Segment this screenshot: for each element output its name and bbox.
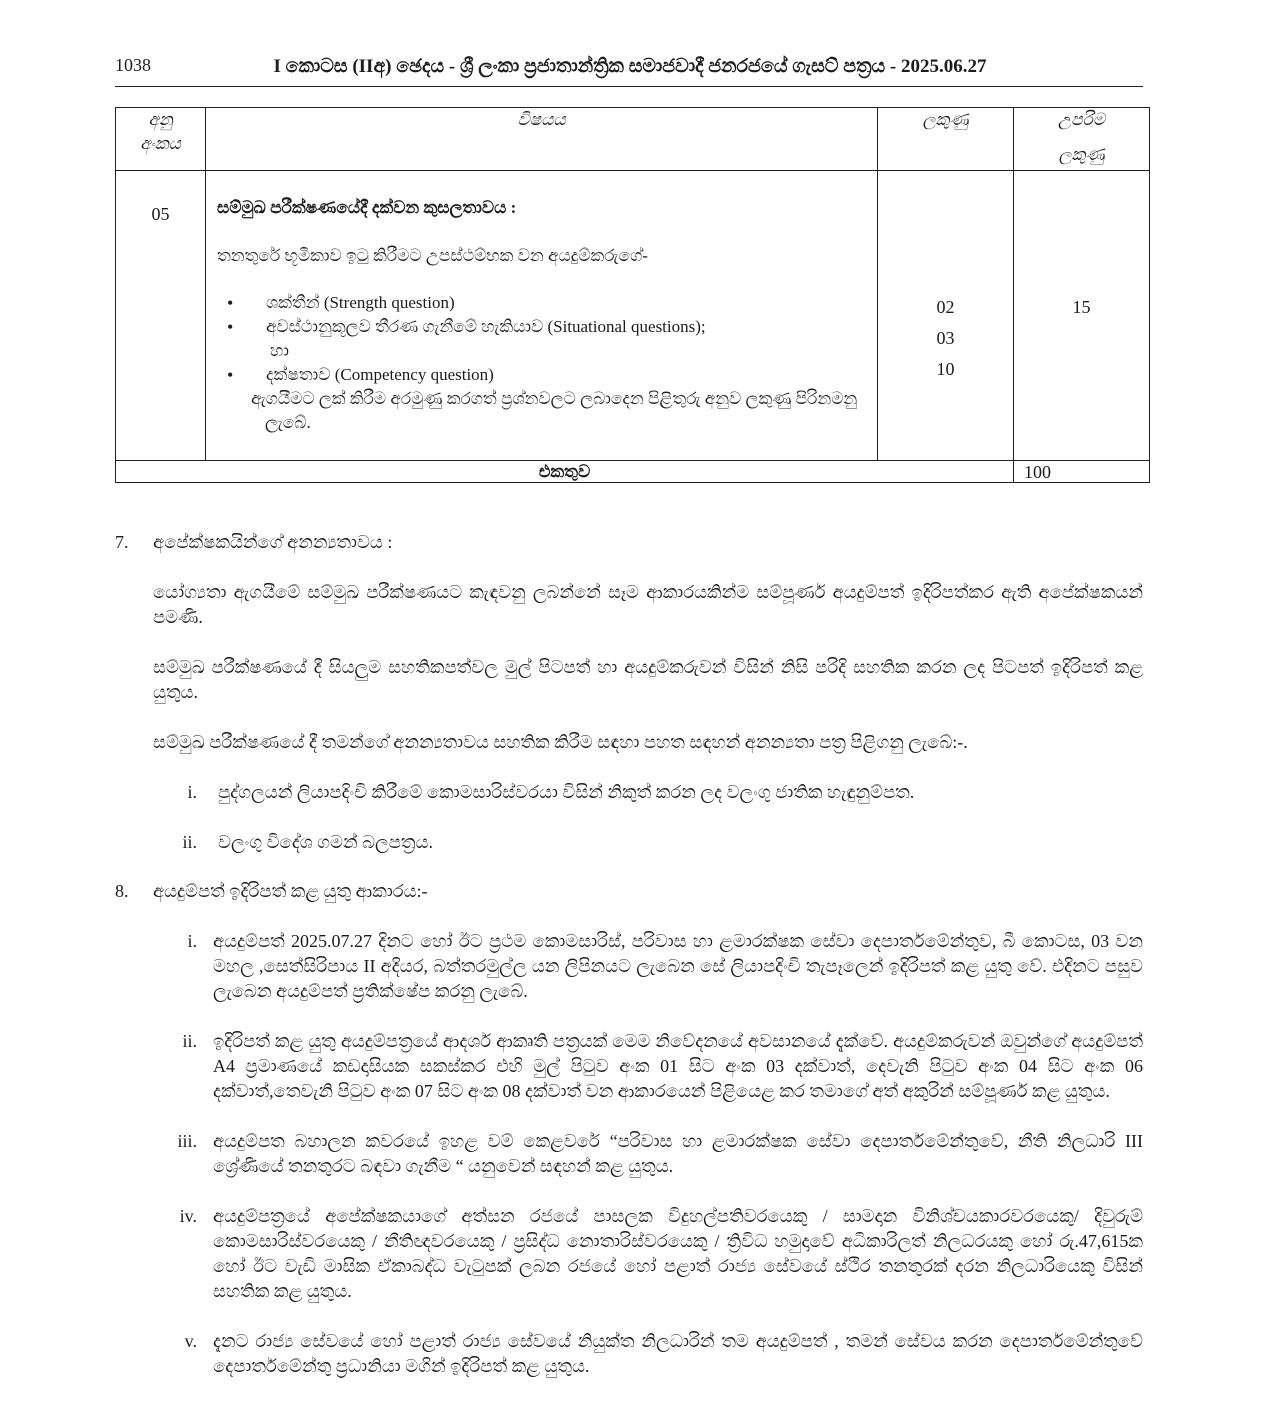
item-numeral: ii. — [182, 1031, 197, 1051]
header-rule — [115, 86, 1143, 87]
item-numeral: iv. — [179, 1206, 197, 1226]
header-subject-label: විෂයය — [517, 110, 566, 129]
list-item-text: අවස්ථානුකූලව තීරණ ගැනීමේ හැකියාව (Situational questions); — [266, 317, 706, 336]
header-serial — [116, 108, 206, 171]
section-title: අයදුම්පත් ඉදිරිපත් කළ යුතු ආකාරය:- — [153, 881, 428, 901]
serial-number: 05 — [151, 204, 170, 224]
header-max-marks — [1014, 108, 1150, 171]
table-row — [116, 171, 1150, 461]
running-title: I කොටස (IIඅ) ඡෙදය - ශ්‍රී ලංකා ප්‍රජාතාන්ත්‍රික සමාජවාදී ජනරජයේ ගැසට් පත්‍රය - 2025.06.27 — [273, 56, 987, 77]
paragraph: සම්මුඛ පරීක්ෂණයේ දී සියලුම සහතිකපත්වල මුල් පිටපත් හා අයදුම්කරුවන් විසින් නිසි පරිදි සහතික කරන ලද පිටපත් ඉදිරිපත් කළ යුතුය. — [153, 657, 1143, 702]
section-7-heading — [115, 530, 1145, 555]
bullet-list — [217, 291, 868, 435]
header-serial-line: අංකය — [140, 134, 181, 153]
table-header-row — [116, 108, 1150, 171]
item-numeral: i. — [187, 782, 197, 802]
paragraph: යෝග්‍යතා ඇගයීමේ සම්මුඛ පරීක්ෂණයට කැඳවනු ලබන්නේ සෑම ආකාරයකින්ම සම්පූර්ණ අයදුම්පත් ඉදිරිපත්කර ඇති අපේක්ෂකයන් පමණි. — [153, 582, 1143, 627]
item-text: ඉදිරිපත් කළ යුතු අයදුම්පත්‍රයේ ආදර්ශ ආකෘති පත්‍රයක් මෙම නිවේදනයේ අවසානයේ දැක්වේ. අයදුම්කරුවන් ඔවුන්ගේ අයදුම්පත් A4 ප්‍රමාණයේ කඩදාසියක සකස්කර එහි මුල් පිටුව අංක 01 සිට අංක 03 දක්වාත්, දෙවැනි පිටුව අංක 04 සිට අංක 06 දක්වාත්,තෙවැනි පිටුව අංක 07 සිට අංක 08 දක්වාත් වන ආකාරයෙන් පිළියෙළ කර තමාගේ අත් අකුරින් සම්පූර්ණ කළ යුතුය. — [213, 1031, 1143, 1101]
bullet-icon: • — [227, 293, 234, 313]
list-item — [115, 780, 1145, 805]
item-numeral: ii. — [182, 832, 197, 852]
page-number: 1038 — [115, 55, 151, 75]
item-text: වලංගු විදේශ ගමන් බලපත්‍රය. — [218, 832, 433, 852]
section-title: අපේක්ෂකයින්ගේ අනන්‍යතාවය : — [153, 532, 393, 552]
item-text: පුද්ගලයන් ලියාපදිංචි කිරීමේ කොමසාරිස්වරයා විසින් නිකුත් කරන ලද වලංගු ජාතික හැඳුනුම්පත. — [218, 782, 915, 802]
marks-list — [878, 171, 1013, 385]
max-marks-value: 15 — [1072, 297, 1091, 317]
bullet-icon: • — [227, 365, 234, 385]
list-item-text: දක්ෂතාව (Competency question) — [266, 365, 494, 384]
item-text: දැනට රාජ්‍ය සේවයේ හෝ පළාත් රාජ්‍ය සේවයේ නියුක්ත නිලධාරින් තම අයදුම්පත් , තමන් සේවය කරන දෙපාර්තමේන්තුවේ දෙපාර්තමේන්තු ප්‍රධානියා මගින් ඉදිරිපත් කළ යුතුය. — [213, 1331, 1143, 1376]
list-item — [115, 929, 1145, 1004]
list-item — [115, 1029, 1145, 1104]
item-numeral: iii. — [177, 1131, 197, 1151]
list-item — [217, 291, 868, 315]
conjunction-text: හා — [270, 341, 289, 360]
mark-value: 03 — [936, 328, 955, 348]
header-max-line: ලකුණු — [1058, 145, 1105, 164]
body-sections — [115, 530, 1145, 1379]
cell-serial — [116, 171, 206, 461]
header-subject — [206, 108, 878, 171]
mark-value: 10 — [936, 359, 955, 379]
list-item-text: ශක්තීන් (Strength question) — [266, 293, 455, 312]
header-max-line: උපරිම — [1058, 110, 1105, 129]
list-item — [115, 1204, 1145, 1304]
mark-value: 02 — [936, 297, 955, 317]
section-number: 7. — [115, 532, 129, 552]
cell-max-marks — [1014, 171, 1150, 461]
item-text: අයදුම්පත් 2025.07.27 දිනට හෝ ඊට ප්‍රථම කොමසාරිස්, පරිවාස හා ළමාරක්ෂක සේවා දෙපාර්තමේන්තුව, බී කොටස, 03 වන මහල ,සෙත්සිරිපාය II අදියර, බත්තරමුල්ල යන ලිපිනයට ලැබෙන සේ ලියාපදිංචි තැපෑලෙන් ඉදිරිපත් කළ යුතු වේ. එදිනට පසුව ලැබෙන අයදුම්පත් ප්‍රතික්ෂේප කරනු ලැබේ. — [213, 931, 1143, 1001]
total-label: එකතුව — [116, 461, 1014, 483]
total-value: 100 — [1014, 461, 1150, 483]
list-item — [115, 1329, 1145, 1379]
list-item — [115, 830, 1145, 855]
cell-marks — [878, 171, 1014, 461]
bullet-icon: • — [227, 317, 234, 337]
paragraph: සම්මුඛ පරීක්ෂණයේ දී තමන්ගේ අනන්‍යතාවය සහතික කිරීම සඳහා පහත සඳහන් අනන්‍යතා පත්‍ර පිළිගනු ලැබේ:-. — [153, 732, 968, 752]
item-numeral: i. — [187, 931, 197, 951]
subject-closing: ඇගයීමට ලක් කිරීම අරමුණු කරගත් ප්‍රශ්නවලට ලබාදෙන පිළිතුරු අනුව ලකුණු පිරිනමනු ලැබේ. — [251, 389, 858, 432]
header-serial-line: අනු — [148, 110, 173, 129]
subject-content — [206, 171, 877, 435]
cell-subject — [206, 171, 878, 461]
subject-intro: තනතුරේ භූමිකාව ඉටු කිරීමට උපස්ථම්භක වන අයදුම්කරුගේ- — [217, 246, 648, 265]
header-marks — [878, 108, 1014, 171]
section-8-heading — [115, 879, 1145, 904]
item-text: අයදුම්පත බහාලන කවරයේ ඉහළ වම් කෙළවරේ “පරිවාස හා ළමාරක්ෂක සේවා දෙපාර්තමේන්තුවේ, නීති නිලධාරි III ශ්‍රේණියේ තනතුරට බඳවා ගැනීම “ යනුවෙන් සඳහන් කළ යුතුය. — [213, 1131, 1143, 1176]
item-numeral: v. — [184, 1331, 197, 1351]
header-marks-label: ලකුණු — [922, 110, 969, 129]
subject-heading: සම්මුඛ පරීක්ෂණයේදී දක්වන කුසලතාවය : — [217, 198, 517, 217]
marks-table — [115, 107, 1150, 483]
list-item — [217, 315, 868, 339]
list-item — [115, 1129, 1145, 1179]
section-number: 8. — [115, 881, 129, 901]
item-text: අයදුම්පත්‍රයේ අපේක්ෂකයාගේ අත්සන රජයේ පාසලක විදුහල්පතිවරයෙකු / සාමදාන විනිශ්චයකාරවරයෙකු/ දිවුරුම් කොමසාරිස්වරයෙකු / නීතිඥවරයෙකු / ප්‍රසිද්ධ නොතාරිස්වරයෙකු / ත්‍රිවිධ හමුදාවේ අධිකාරිලත් නිලධරයකු හෝ රු.47,615ක හෝ ඊට වැඩි මාසික ඒකාබද්ධ වැටුපක් ලබන රජයේ හෝ පළාත් රාජ්‍ය සේවයේ ස්ථිර තනතුරක් දරන නිලධාරියෙකු විසින් සහතික කළ යුතුය. — [213, 1206, 1143, 1301]
table-total-row — [116, 461, 1150, 483]
list-item — [217, 363, 868, 387]
